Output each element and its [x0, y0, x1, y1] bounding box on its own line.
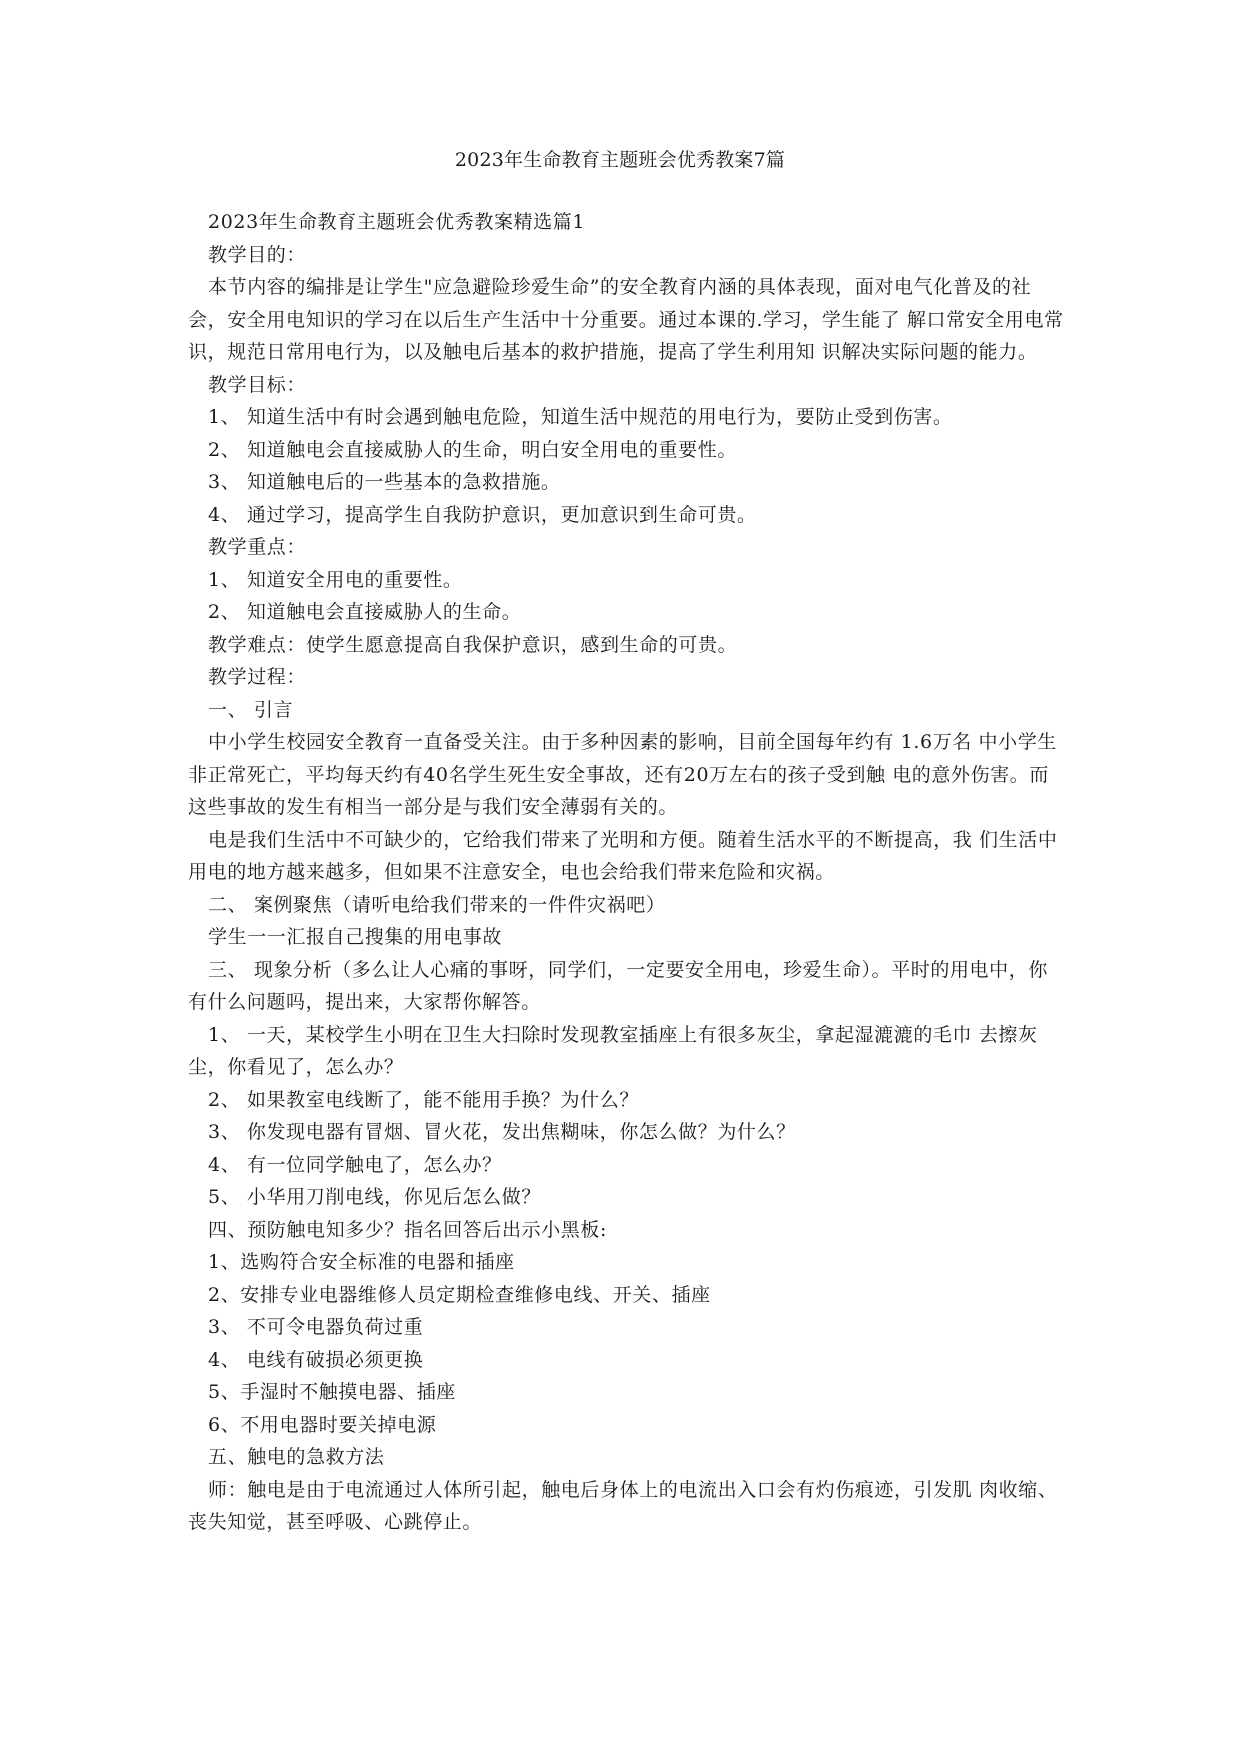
body-paragraph: 2、 知道触电会直接威胁人的生命，明白安全用电的重要性。 — [208, 438, 737, 461]
body-paragraph: 二、 案例聚焦（请听电给我们带来的一件件灾祸吧） — [208, 893, 666, 916]
body-paragraph: 1、 知道安全用电的重要性。 — [208, 568, 463, 591]
body-paragraph: 3、 你发现电器有冒烟、冒火花，发出焦糊味，你怎么做？为什么？ — [208, 1121, 796, 1143]
body-paragraph: 教学目的： — [208, 243, 307, 266]
body-paragraph: 1、 一天，某校学生小明在卫生大扫除时发现教室插座上有很多灰尘，拿起湿漉漉的毛巾 去擦灰尘，你看见了，怎么办？ — [188, 1023, 1038, 1078]
body-paragraph: 6、不用电器时要关掉电源 — [208, 1413, 437, 1436]
body-paragraph: 2023年生命教育主题班会优秀教案精选篇1 — [208, 211, 586, 233]
body-paragraph: 三、 现象分析（多么让人心痛的事呀，同学们，一定要安全用电，珍爱生命）。平时的用电中，你有什么问题吗，提出来，大家帮你解答。 — [188, 958, 1048, 1013]
body-paragraph: 电是我们生活中不可缺少的，它给我们带来了光明和方便。随着生活水平的不断提高，我 们生活中用电的地方越来越多，但如果不注意安全，电也会给我们带来危险和灾祸。 — [188, 828, 1058, 883]
body-paragraph: 中小学生校园安全教育一直备受关注。由于多种因素的影响，目前全国每年约有 1.6万名 中小学生非正常死亡，平均每天约有40名学生死生安全事故，还有20万左右的孩子受到触 电的意外伤害。而这些事故的发生有相当一部分是与我们安全薄弱有关的。 — [188, 731, 1057, 818]
body-paragraph: 一、 引言 — [208, 698, 294, 721]
body-paragraph: 教学难点：使学生愿意提高自我保护意识，感到生命的可贵。 — [208, 633, 738, 656]
body-paragraph: 五、触电的急救方法 — [208, 1446, 385, 1468]
body-paragraph: 教学目标： — [208, 373, 307, 396]
body-paragraph: 本节内容的编排是让学生"应急避险珍爱生命”的安全教育内涵的具体表现，面对电气化普及的社会，安全用电知识的学习在以后生产生活中十分重要。通过本课的.学习，学生能了 解口常安全用电常识，规范日常用电行为，以及触电后基本的救护措施，提高了学生利用知 识解决实际问题的能力。 — [188, 276, 1064, 363]
body-paragraph: 1、选购符合安全标准的电器和插座 — [208, 1251, 515, 1273]
body-paragraph: 4、 通过学习，提高学生自我防护意识，更加意识到生命可贵。 — [208, 503, 757, 526]
body-paragraph: 2、 知道触电会直接威胁人的生命。 — [208, 601, 522, 623]
body-paragraph: 2、 如果教室电线断了，能不能用手换？为什么？ — [208, 1088, 639, 1111]
body-paragraph: 4、 有一位同学触电了，怎么办？ — [208, 1153, 502, 1176]
body-paragraph: 教学过程： — [208, 666, 307, 688]
body-paragraph: 1、 知道生活中有时会遇到触电危险，知道生活中规范的用电行为，要防止受到伤害。 — [208, 406, 953, 428]
body-paragraph: 教学重点： — [208, 536, 307, 558]
body-paragraph: 师：触电是由于电流通过人体所引起，触电后身体上的电流出入口会有灼伤痕迹，引发肌 肉收缩、丧失知觉，甚至呼吸、心跳停止。 — [188, 1478, 1058, 1533]
document-body — [188, 206, 1064, 1539]
body-paragraph: 5、 小华用刀削电线，你见后怎么做？ — [208, 1186, 541, 1208]
body-paragraph: 4、 电线有破损必须更换 — [208, 1348, 424, 1371]
body-paragraph: 3、 不可令电器负荷过重 — [208, 1316, 424, 1338]
document-title: 2023年生命教育主题班会优秀教案7篇 — [454, 149, 786, 171]
body-paragraph: 5、手湿时不触摸电器、插座 — [208, 1381, 456, 1403]
body-paragraph: 3、 知道触电后的一些基本的急救措施。 — [208, 471, 561, 493]
body-paragraph: 2、安排专业电器维修人员定期检查维修电线、开关、插座 — [208, 1283, 711, 1306]
body-paragraph: 四、预防触电知多少？指名回答后出示小黑板: — [208, 1218, 608, 1241]
body-paragraph: 学生一一汇报自己搜集的用电事故 — [208, 926, 503, 948]
